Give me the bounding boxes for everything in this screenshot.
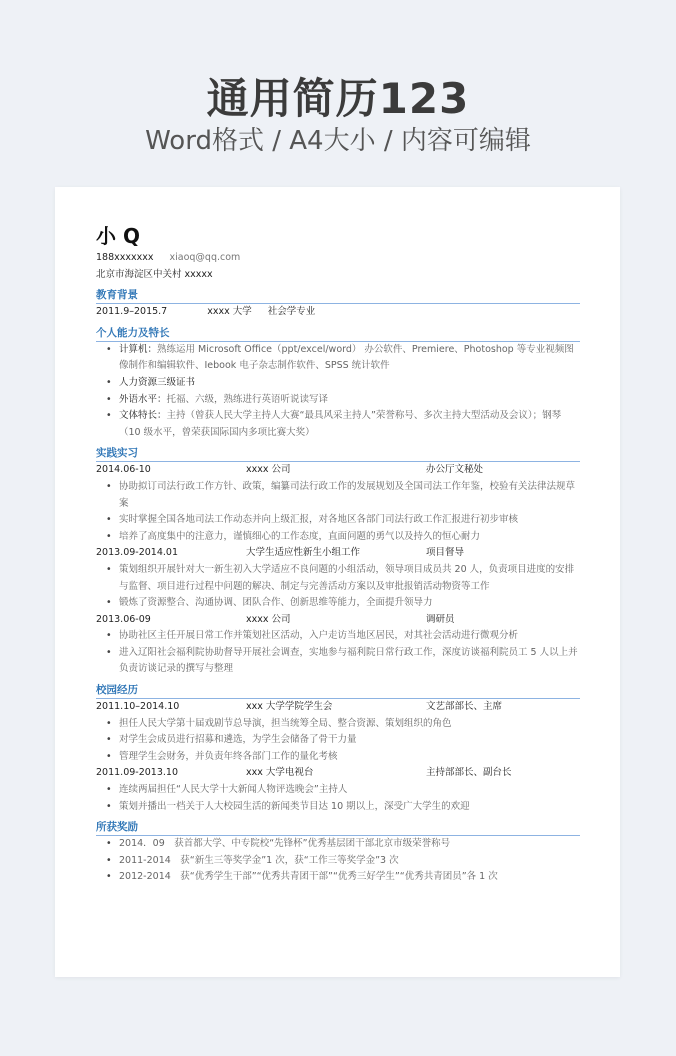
campus-duties: [96, 782, 580, 815]
campus-header: [96, 699, 580, 716]
education-period: 2011.9–2015.7: [96, 306, 168, 318]
banner-subtitle: Word格式 / A4大小 / 内容可编辑: [145, 126, 531, 156]
skill-item: [96, 392, 580, 409]
award-item: • 2012-2014 获“优秀学生干部”“优秀共青团干部”“优秀三好学生”“优秀共青团员”各 1 次: [96, 869, 580, 886]
email-address: xiaoq@qq.com: [169, 252, 241, 263]
skill-text: 托福、六级，熟练进行英语听说读写译: [166, 393, 329, 405]
banner-title: 通用简历123: [206, 74, 470, 123]
duty-item: • 担任人民大学第十届戏剧节总导演，担当统筹全局、整合资源、策划组织的角色: [96, 716, 580, 733]
campus-org: xxx 大学电视台: [246, 767, 314, 779]
resume-name: 小 Q: [96, 224, 140, 248]
job-period: 2013.06-09: [96, 613, 151, 625]
job-role: 项目督导: [426, 547, 465, 559]
skill-text: 主持（曾获人民大学主持人大赛“最具风采主持人”荣誉称号、多次主持大型活动及会议）；钢琴（10 级水平，曾荣获国际国内多项比赛大奖）: [119, 410, 562, 438]
skill-item: [96, 342, 580, 375]
education-row: [96, 304, 580, 321]
skill-key: 人力资源三级证书: [119, 376, 196, 388]
job-role: 调研员: [426, 613, 455, 625]
duty-item: • 连续两届担任“人民大学十大新闻人物评选晚会”主持人: [96, 782, 580, 799]
section-title-awards: 所获奖励: [96, 819, 580, 836]
campus-role: 主持部部长、副台长: [426, 767, 512, 779]
campus-role: 文艺部部长、主席: [426, 701, 503, 713]
campus-period: 2011.09-2013.10: [96, 767, 178, 779]
duty-item: • 策划组织开展针对大一新生初入大学适应不良问题的小组活动，领导项目成员共 20 人，负责项目进度的安排与监督、项目进行过程中问题的解决、制定与完善活动方案以及审批报销活动物资等工作: [96, 562, 580, 595]
skill-text: 熟练运用 Microsoft Office（ppt/excel/word） 办公软件、Premiere、Photoshop 等专业视频图像制作和编辑软件、Iebook 电子杂志制作软件、SPSS 统计软件: [119, 343, 574, 372]
job-duties: [96, 562, 580, 612]
job-header: [96, 545, 580, 562]
job-org: xxxx 公司: [246, 613, 291, 625]
duty-item: • 策划并播出一档关于人大校园生活的新闻类节目达 10 期以上，深受广大学生的欢迎: [96, 799, 580, 816]
duty-item: • 培养了高度集中的注意力，谨慎细心的工作态度，直面问题的勇气以及持久的恒心耐力: [96, 529, 580, 546]
duty-item: • 实时掌握全国各地司法工作动态并向上级汇报，对各地区各部门司法行政工作汇报进行初步审核: [96, 512, 580, 529]
award-item: • 2011-2014 获“新生三等奖学金”1 次，获“工作三等奖学金”3 次: [96, 853, 580, 870]
skill-key: 外语水平：: [119, 393, 167, 405]
job-duties: [96, 479, 580, 545]
job-period: 2013.09-2014.01: [96, 547, 178, 559]
job-role: 办公厅文秘处: [426, 464, 484, 476]
duty-item: • 协助拟订司法行政工作方针、政策，编纂司法行政工作的发展规划及全国司法工作年鉴，校验有关法律法规草案: [96, 479, 580, 512]
job-duties: [96, 628, 580, 678]
job-period: 2014.06-10: [96, 464, 151, 476]
resume-content: [96, 223, 580, 886]
job-org: xxxx 公司: [246, 464, 291, 476]
campus-header: [96, 765, 580, 782]
skill-item: [96, 375, 580, 392]
education-major: 社会学专业: [267, 306, 316, 318]
campus-period: 2011.10–2014.10: [96, 701, 180, 713]
skills-list: [96, 342, 580, 442]
duty-item: • 协助社区主任开展日常工作并策划社区活动，入户走访当地区居民，对其社会活动进行微观分析: [96, 628, 580, 645]
phone-number: 188xxxxxxx: [96, 252, 154, 263]
section-title-campus: 校园经历: [96, 682, 580, 699]
duty-item: • 管理学生会财务，并负责年终各部门工作的量化考核: [96, 749, 580, 766]
skill-item: [96, 408, 580, 441]
skill-key: 计算机：: [119, 343, 158, 355]
job-header: [96, 612, 580, 629]
campus-org: xxx 大学学院学生会: [246, 701, 333, 713]
section-title-education: 教育背景: [96, 287, 580, 304]
job-header: [96, 462, 580, 479]
campus-duties: [96, 716, 580, 766]
job-org: 大学生适应性新生小组工作: [246, 547, 361, 559]
skill-key: 文体特长：: [119, 410, 167, 422]
award-item: • 2014．09 获首都大学、中专院校“先锋杯”优秀基层团干部北京市级荣誉称号: [96, 836, 580, 853]
duty-item: • 进入辽阳社会福利院协助督导开展社会调查，实地参与福利院日常行政工作，深度访谈福利院员工 5 人以上并负责访谈记录的撰写与整理: [96, 645, 580, 678]
duty-item: • 对学生会成员进行招募和遴选，为学生会储备了骨干力量: [96, 732, 580, 749]
education-school: xxxx 大学: [207, 306, 252, 318]
duty-item: • 锻炼了资源整合、沟通协调、团队合作、创新思维等能力，全面提升领导力: [96, 595, 580, 612]
contact-line: [96, 250, 580, 267]
section-title-practice: 实践实习: [96, 445, 580, 462]
awards-list: [96, 836, 580, 886]
address: 北京市海淀区中关村 xxxxx: [96, 268, 213, 280]
resume-page: [55, 187, 620, 977]
section-title-skills: 个人能力及特长: [96, 325, 580, 342]
